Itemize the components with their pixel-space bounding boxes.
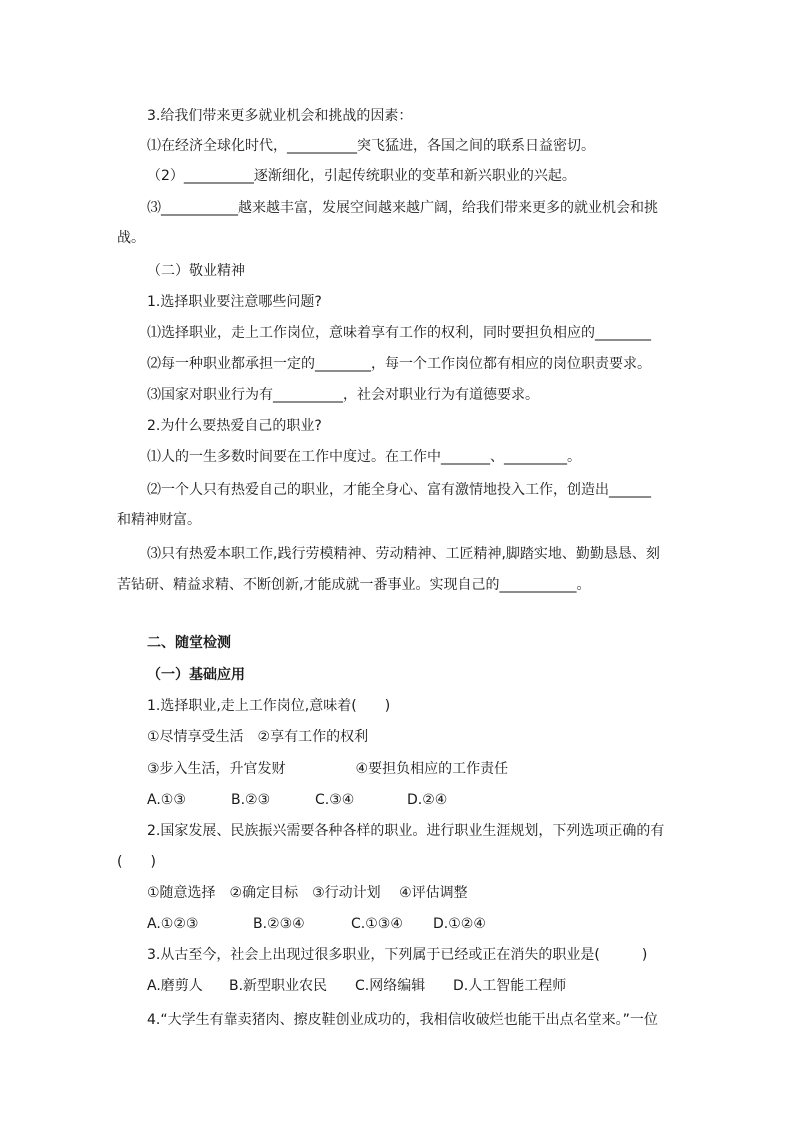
question-item: ⑵每一种职业都承担一定的________，每一个工作岗位都有相应的岗位职责要求。 xyxy=(147,356,651,372)
subsection-heading: （一）基础应用 xyxy=(147,667,245,683)
option-a: A.磨剪人 xyxy=(147,978,203,994)
question-item: ⑶国家对职业行为有__________，社会对职业行为有道德要求。 xyxy=(147,387,539,403)
section-heading: 二、随堂检测 xyxy=(147,635,231,651)
question-item: ⑵一个人只有热爱自己的职业，才能全身心、富有激情地投入工作，创造出______ xyxy=(147,482,651,498)
option-d: D.人工智能工程师 xyxy=(453,978,567,994)
question-item-continuation: 和精神财富。 xyxy=(117,512,201,528)
question-item: ⑶只有热爱本职工作,践行劳模精神、劳动精神、工匠精神,脚踏实地、勤勤恳恳、刻 xyxy=(147,546,660,562)
question-title: 3.给我们带来更多就业机会和挑战的因素： xyxy=(147,108,413,124)
question-item: ⑴选择职业，走上工作岗位，意味着享有工作的权利，同时要担负相应的________ xyxy=(147,325,651,341)
section-heading: （二）敬业精神 xyxy=(147,263,245,279)
option-c: C.③④ xyxy=(315,792,355,808)
question-stem-continuation: ( ) xyxy=(117,854,156,870)
option-d: D.②④ xyxy=(407,792,448,808)
option-c: C.网络编辑 xyxy=(355,978,426,994)
question-stem: 1.选择职业,走上工作岗位,意味着( ) xyxy=(147,698,391,714)
question-item-continuation: 苦钻研、精益求精、不断创新,才能成就一番事业。实现自己的___________。 xyxy=(117,577,591,593)
option-c: C.①③④ xyxy=(351,916,403,932)
question-stem: 2.国家发展、民族振兴需要各种各样的职业。进行职业生涯规划，下列选项正确的有 xyxy=(147,823,665,839)
answer-options xyxy=(147,791,447,809)
question-statements: ③步入生活，升官发财 ④要担负相应的工作责任 xyxy=(147,761,509,777)
option-a: A.①③ xyxy=(147,792,186,808)
question-statements: ①随意选择 ②确定目标 ③行动计划 ④评估调整 xyxy=(147,885,468,901)
question-item: ⑴在经济全球化时代，__________突飞猛进，各国之间的联系日益密切。 xyxy=(147,138,595,154)
option-b: B.②③ xyxy=(231,792,271,808)
question-item: ⑴人的一生多数时间要在工作中度过。在工作中_______、_________。 xyxy=(147,449,581,465)
option-b: B.②③④ xyxy=(253,916,305,932)
option-a: A.①②③ xyxy=(147,916,199,932)
question-title: 2.为什么要热爱自己的职业? xyxy=(147,418,322,434)
question-stem: 3.从古至今，社会上出现过很多职业，下列属于已经或正在消失的职业是( ) xyxy=(147,947,648,963)
answer-options xyxy=(147,977,566,995)
question-title: 1.选择职业要注意哪些问题? xyxy=(147,294,322,310)
question-item: ⑶___________越来越丰富，发展空间越来越广阔，给我们带来更多的就业机会和挑 xyxy=(147,200,658,216)
answer-options xyxy=(147,915,486,933)
option-d: D.①②④ xyxy=(433,916,486,932)
question-item-continuation: 战。 xyxy=(117,230,145,246)
question-stem: 4.“大学生有靠卖猪肉、擦皮鞋创业成功的，我相信收破烂也能干出点名堂来。”一位 xyxy=(147,1012,658,1028)
question-item: （2）__________逐渐细化，引起传统职业的变革和新兴职业的兴起。 xyxy=(147,168,576,184)
option-b: B.新型职业农民 xyxy=(229,978,328,994)
question-statements: ①尽情享受生活 ②享有工作的权利 xyxy=(147,729,369,745)
